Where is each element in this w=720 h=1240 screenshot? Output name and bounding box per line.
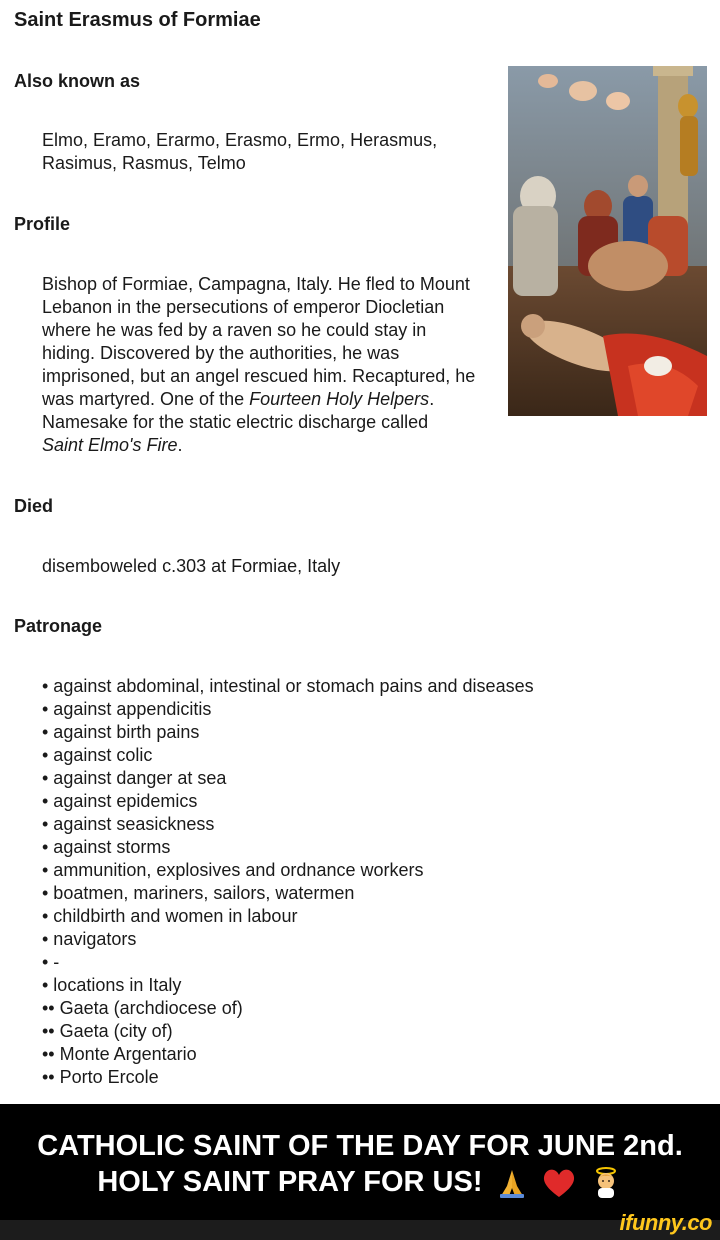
heading-also-known-as: Also known as [14, 71, 141, 91]
also-known-as-text [42, 129, 437, 175]
list-item: • - [42, 952, 60, 972]
list-item: • against storms [42, 837, 171, 857]
list-item: • against danger at sea [42, 768, 227, 788]
list-item: • locations in Italy [42, 975, 182, 995]
baby-angel-icon [589, 1166, 623, 1200]
list-item: • against colic [42, 745, 153, 765]
list-item: • against seasickness [42, 814, 215, 834]
praying-hands-icon [495, 1166, 529, 1200]
red-heart-icon [541, 1166, 577, 1200]
footer-bar [0, 1220, 720, 1240]
text-line: Namesake for the static electric discharge called [42, 412, 429, 432]
profile-text [42, 273, 475, 457]
list-item: • navigators [42, 929, 137, 949]
text-segment: was martyred. One of the [42, 389, 250, 409]
list-item: • against appendicitis [42, 699, 212, 719]
heading-patronage: Patronage [14, 616, 103, 636]
list-item: •• Monte Argentario [42, 1044, 197, 1064]
text-line: Elmo, Eramo, Erarmo, Erasmo, Ermo, Herasmus, [42, 130, 438, 150]
banner-line-2 [0, 1164, 720, 1200]
text-line: hiding. Discovered by the authorities, he was [42, 343, 400, 363]
text-line: Lebanon in the persecutions of emperor Diocletian [42, 297, 445, 317]
list-item: • against birth pains [42, 722, 200, 742]
martyrdom-painting-image [508, 66, 707, 416]
heading-profile: Profile [14, 214, 71, 234]
heading-died: Died [14, 496, 54, 516]
patronage-list [42, 675, 534, 1089]
text-line [42, 434, 475, 457]
text-segment: . [429, 389, 435, 409]
text-line: Bishop of Formiae, Campagna, Italy. He fled to Mount [42, 274, 470, 294]
list-item: •• Gaeta (archdiocese of) [42, 998, 243, 1018]
page-title: Saint Erasmus of Formiae [14, 9, 261, 31]
banner-line-1: CATHOLIC SAINT OF THE DAY FOR JUNE 2nd. [37, 1130, 683, 1162]
text-line [42, 388, 475, 411]
text-line: Rasimus, Rasmus, Telmo [42, 153, 246, 173]
list-item: • boatmen, mariners, sailors, watermen [42, 883, 355, 903]
list-item: • childbirth and women in labour [42, 906, 298, 926]
list-item: • ammunition, explosives and ordnance workers [42, 860, 424, 880]
list-item: •• Porto Ercole [42, 1067, 159, 1087]
banner-line-2-text: HOLY SAINT PRAY FOR US! [97, 1166, 483, 1198]
saint-elmos-fire-text: Saint Elmo's Fire [42, 435, 178, 455]
list-item: • against epidemics [42, 791, 198, 811]
text-segment: . [177, 435, 183, 455]
text-line: where he was fed by a raven so he could stay in [42, 320, 427, 340]
list-item: • against abdominal, intestinal or stomach pains and diseases [42, 676, 534, 696]
caption-banner [0, 1104, 720, 1220]
text-line: imprisoned, but an angel rescued him. Recaptured, he [42, 366, 476, 386]
died-text: disemboweled c.303 at Formiae, Italy [42, 556, 341, 576]
ifunny-watermark: ifunny.co [619, 1210, 712, 1235]
list-item: •• Gaeta (city of) [42, 1021, 173, 1041]
fourteen-holy-helpers-link-text: Fourteen Holy Helpers [249, 389, 430, 409]
